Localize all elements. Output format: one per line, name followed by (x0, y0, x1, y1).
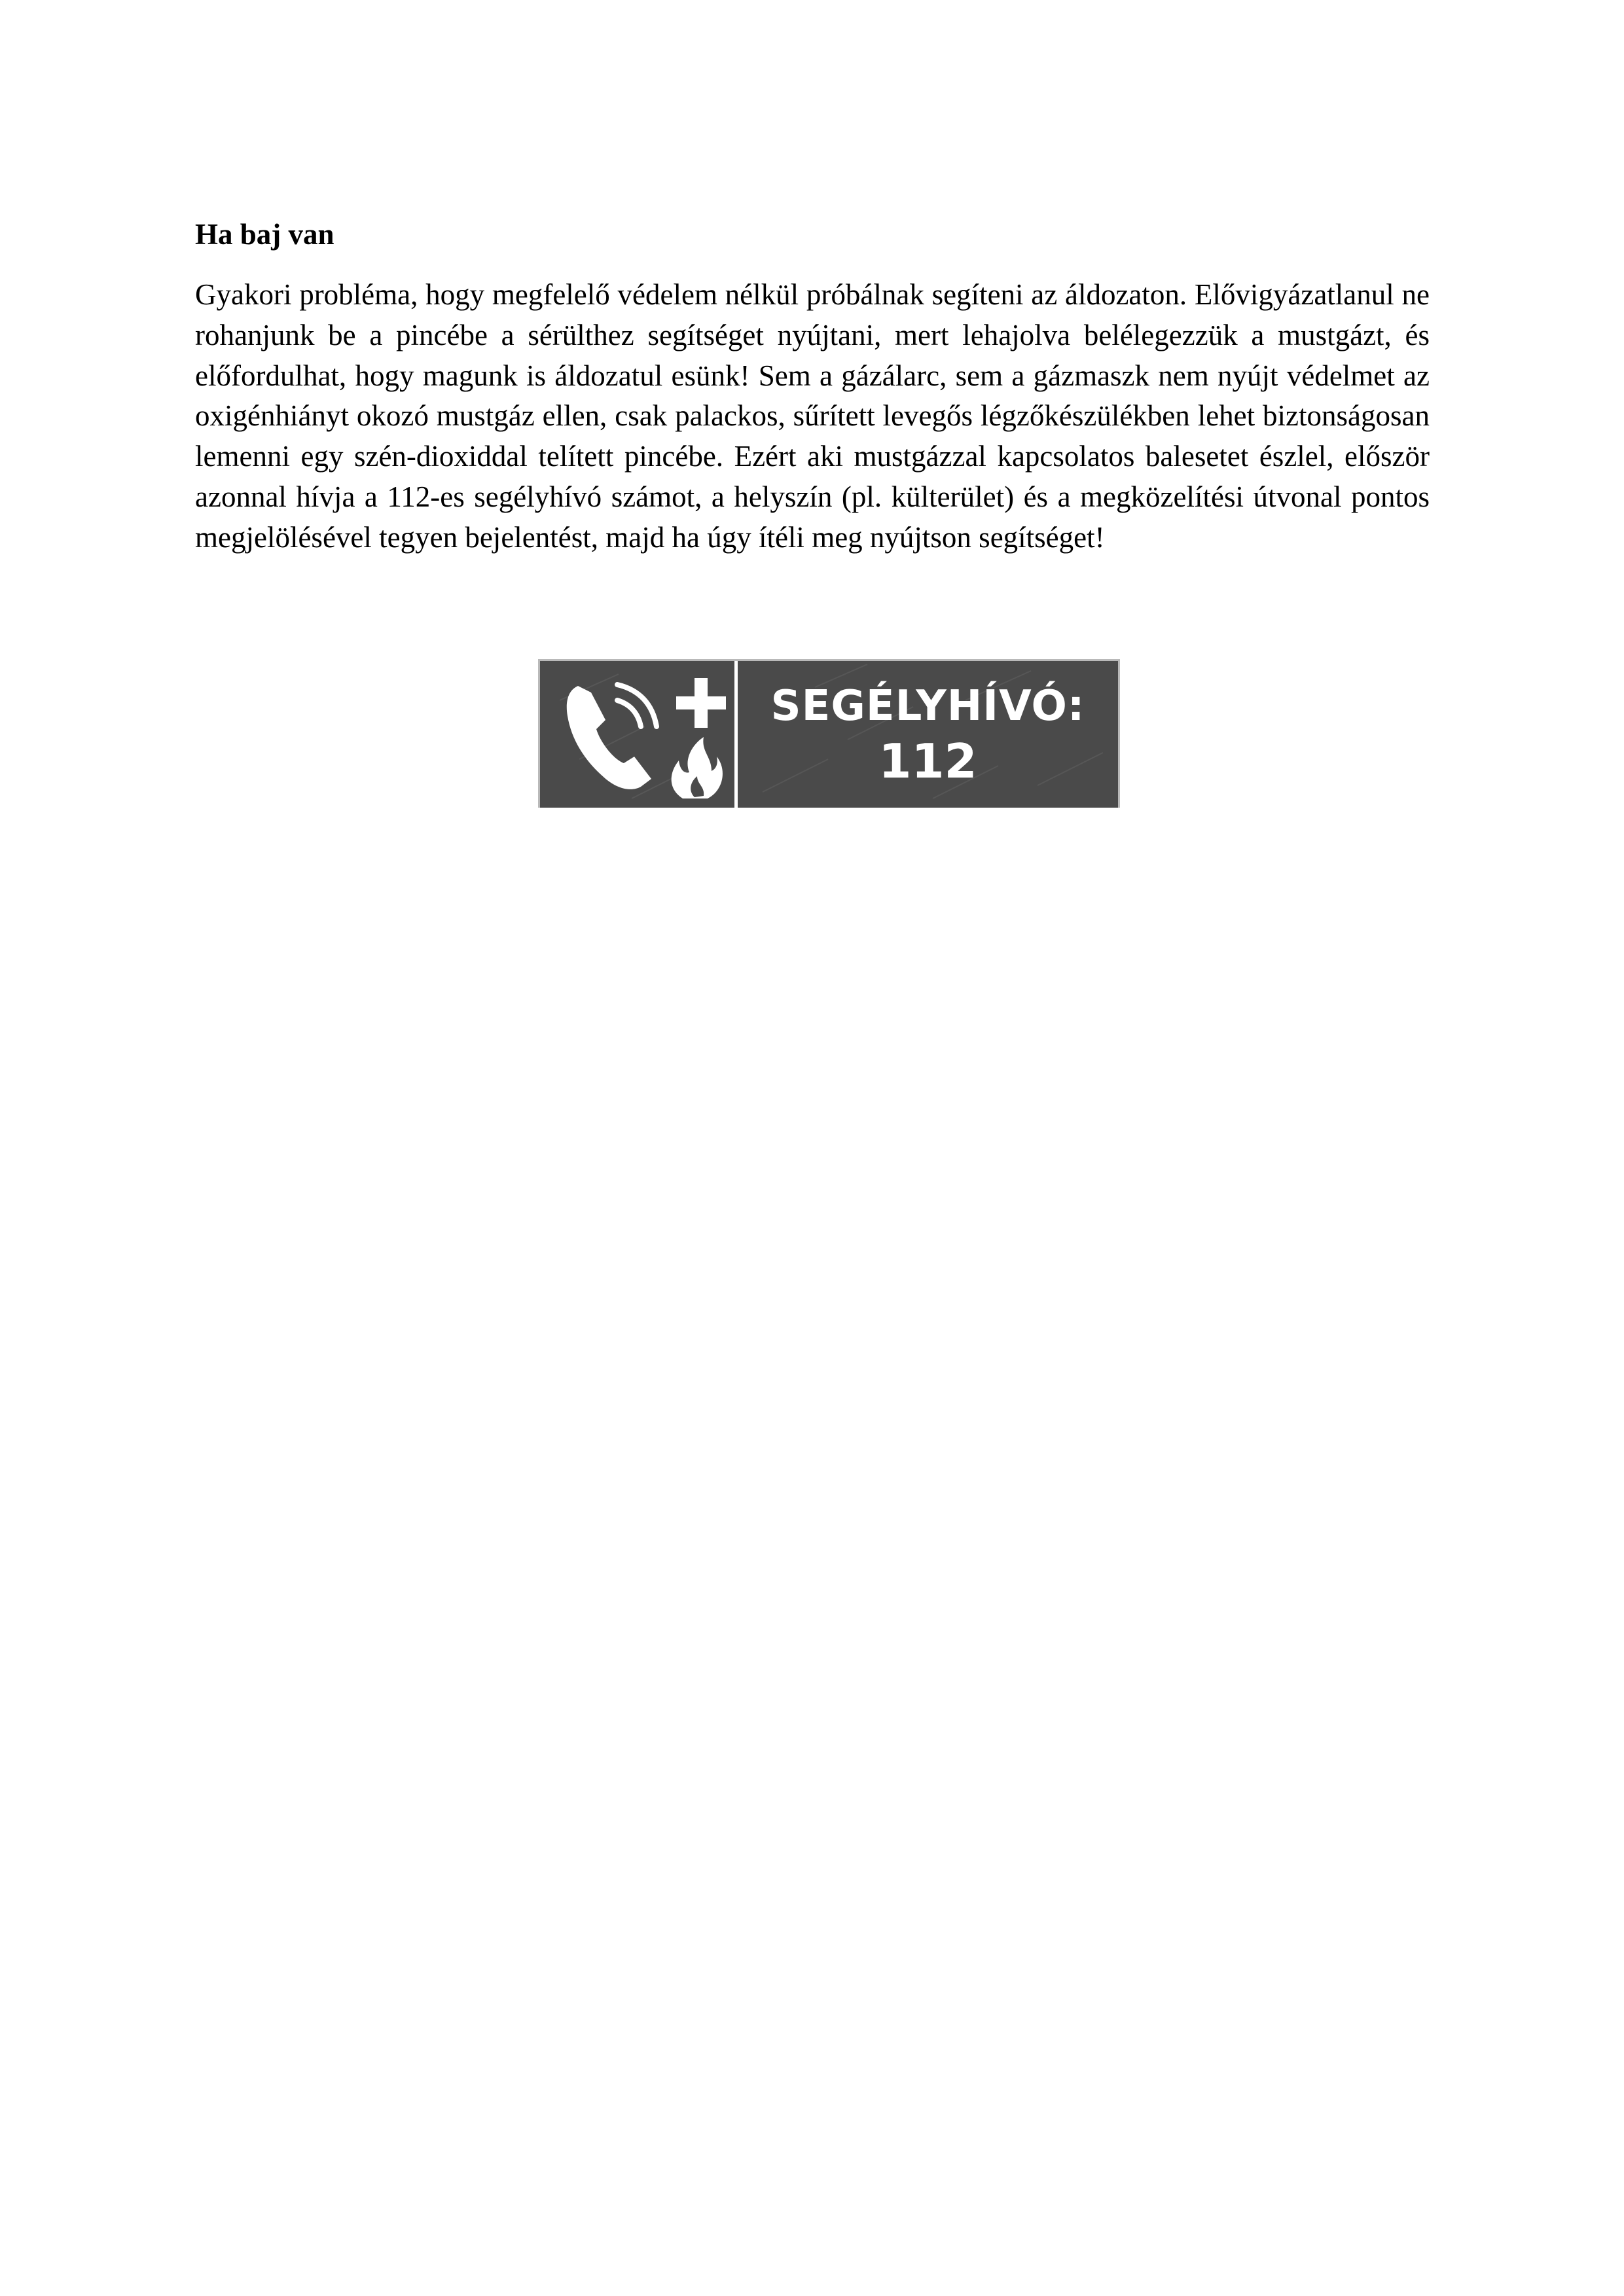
emergency-number: 112 (878, 734, 977, 789)
phone-icon (567, 685, 657, 789)
page-heading: Ha baj van (195, 218, 334, 251)
fire-icon (672, 737, 723, 798)
emergency-call-sign (538, 659, 1120, 808)
sign-label: SEGÉLYHÍVÓ: (770, 682, 1085, 730)
plus-icon (676, 678, 726, 728)
sign-text-panel (738, 661, 1118, 808)
body-paragraph: Gyakori probléma, hogy megfelelő védelem nélkül próbálnak segíteni az áldozaton. Elővigyázatlanul ne rohanjunk be a pincébe a sérülthez segítséget nyújtani, mert lehajolva belélegezzük a mustgázt, és előfordulhat, hogy magunk is áldozatul esünk! Sem a gázálarc, sem a gázmaszk nem nyújt védelmet az oxigénhiányt okozó mustgáz ellen, csak palackos, sűrített levegős légzőkészülékben lehet biztonságosan lemenni egy szén-dioxiddal telített pincébe. Ezért aki mustgázzal kapcsolatos balesetet észlel, először azonnal hívja a 112-es segélyhívó számot, a helyszín (pl. külterület) és a megközelítési útvonal pontos megjelölésével tegyen bejelentést, majd ha úgy ítéli meg nyújtson segítséget! (195, 278, 1430, 554)
sign-symbols (540, 661, 734, 808)
